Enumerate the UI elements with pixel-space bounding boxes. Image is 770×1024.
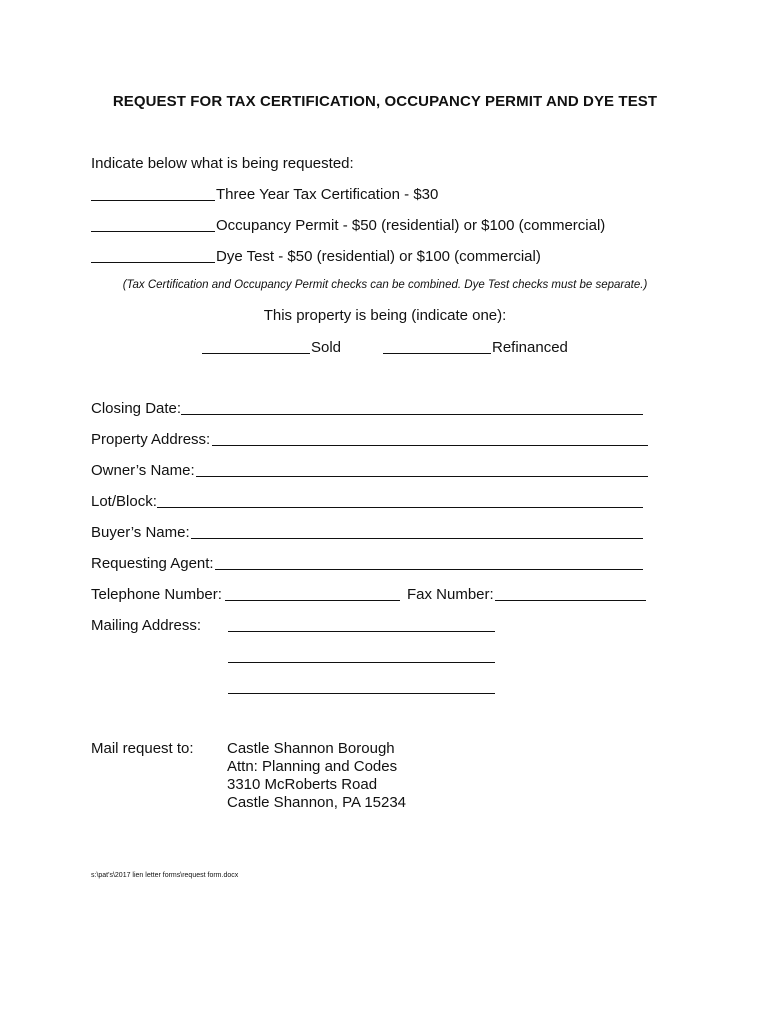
property-address-field[interactable] [212, 445, 648, 446]
owners-name-field[interactable] [196, 476, 648, 477]
refinanced-blank[interactable] [383, 353, 491, 354]
payment-note: (Tax Certification and Occupancy Permit checks can be combined. Dye Test checks must be separate.) [122, 279, 648, 291]
mail-address-line: Attn: Planning and Codes [227, 758, 398, 775]
fax-field[interactable] [495, 600, 646, 601]
file-path-footer: s:\pat's\2017 lien letter forms\request form.docx [91, 872, 239, 879]
property-address-label: Property Address: [91, 431, 211, 448]
buyers-name-field[interactable] [191, 538, 643, 539]
dye-test-blank[interactable] [91, 262, 215, 263]
requesting-agent-label: Requesting Agent: [91, 555, 214, 572]
intro-text: Indicate below what is being requested: [91, 155, 354, 172]
mailing-address-line-2[interactable] [228, 662, 495, 663]
occupancy-permit-label: Occupancy Permit - $50 (residential) or $100 (commercial) [216, 217, 606, 234]
mailing-address-label: Mailing Address: [91, 617, 202, 634]
tax-certification-blank[interactable] [91, 200, 215, 201]
mail-address-line: 3310 McRoberts Road [227, 776, 378, 793]
property-prompt: This property is being (indicate one): [263, 307, 507, 324]
lot-block-label: Lot/Block: [91, 493, 157, 510]
sold-label: Sold [311, 339, 342, 356]
form-title: REQUEST FOR TAX CERTIFICATION, OCCUPANCY PERMIT AND DYE TEST [112, 93, 658, 110]
occupancy-permit-blank[interactable] [91, 231, 215, 232]
mailing-address-line-3[interactable] [228, 693, 495, 694]
owners-name-label: Owner’s Name: [91, 462, 195, 479]
tax-certification-label: Three Year Tax Certification - $30 [216, 186, 439, 203]
mailing-address-line-1[interactable] [228, 631, 495, 632]
sold-blank[interactable] [202, 353, 310, 354]
refinanced-label: Refinanced [492, 339, 568, 356]
closing-date-field[interactable] [181, 414, 643, 415]
lot-block-field[interactable] [157, 507, 643, 508]
telephone-field[interactable] [225, 600, 400, 601]
mail-request-label: Mail request to: [91, 740, 194, 757]
mail-address-line: Castle Shannon, PA 15234 [227, 794, 407, 811]
telephone-label: Telephone Number: [91, 586, 222, 603]
mail-address-line: Castle Shannon Borough [227, 740, 395, 757]
requesting-agent-field[interactable] [215, 569, 643, 570]
dye-test-label: Dye Test - $50 (residential) or $100 (commercial) [216, 248, 541, 265]
buyers-name-label: Buyer’s Name: [91, 524, 190, 541]
closing-date-label: Closing Date: [91, 400, 182, 417]
fax-label: Fax Number: [407, 586, 494, 603]
